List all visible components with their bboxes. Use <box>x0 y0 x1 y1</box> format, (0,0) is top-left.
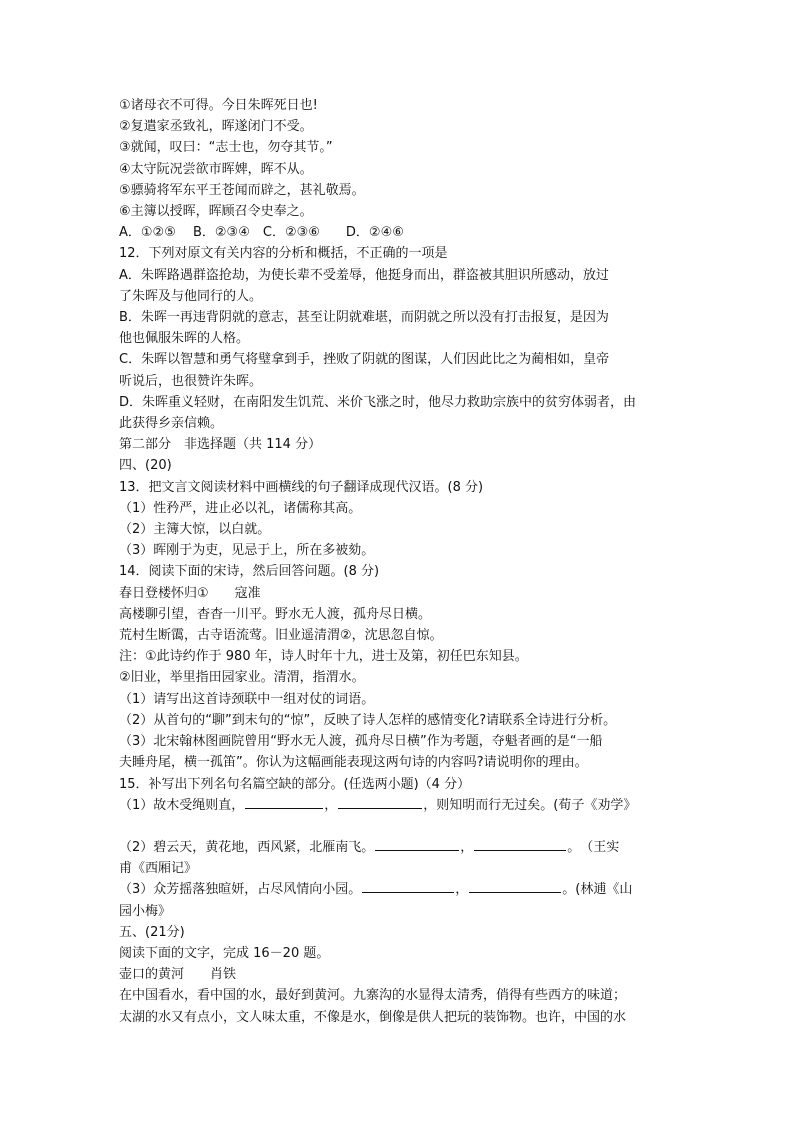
reading-instruction: 阅读下面的文字，完成 16－20 题。 <box>119 945 330 961</box>
poem-note-2: ②旧业，举里指田园家业。清渭，指渭水。 <box>119 670 365 686</box>
q11-choices: A．①②⑤ B．②③④ C．②③⑥ D．②④⑥ <box>119 225 404 241</box>
q12-option-a-1: A．朱晖路遇群盗抢劫，为使长辈不受羞辱，他挺身而出，群盗被其胆识所感动，放过 <box>119 267 609 283</box>
spacer <box>119 816 679 837</box>
answer-blank[interactable] <box>469 879 561 893</box>
q13-sub-3: （3）晖刚于为吏，见忌于上，所在多被劾。 <box>119 543 375 559</box>
q13-sub-1: （1）性矜严，进止必以礼，诸儒称其高。 <box>119 500 362 516</box>
option-3: ③就闻，叹曰：“志士也，勿夺其节。” <box>119 140 333 156</box>
answer-blank[interactable] <box>375 837 459 851</box>
option-2: ②复遣家丞致礼，晖遂闭门不受。 <box>119 119 313 135</box>
reading-title: 壶口的黄河 肖铁 <box>119 967 237 983</box>
option-6: ⑥主簿以授晖，晖顾召令史奉之。 <box>119 204 313 220</box>
answer-blank[interactable] <box>474 837 566 851</box>
answer-blank[interactable] <box>245 795 323 809</box>
reading-line-2: 太湖的水又有点小，文人味太重，不像是水，倒像是供人把玩的装饰物。也许，中国的水 <box>119 1009 627 1025</box>
q12-option-a-2: 了朱晖及与他同行的人。 <box>119 288 263 304</box>
poem-line-1: 高楼聊引望，杳杳一川平。野水无人渡，孤舟尽日横。 <box>119 606 432 622</box>
exam-page <box>119 95 679 1028</box>
option-4: ④太守阮况尝欲市晖婢，晖不从。 <box>119 161 313 177</box>
option-1: ①诸母衣不可得。今日朱晖死日也! <box>119 98 318 113</box>
q12-option-c-2: 听说后，也很赞许朱晖。 <box>119 373 263 389</box>
q14-sub-1: （1）请写出这首诗颈联中一组对仗的词语。 <box>119 691 375 707</box>
poem-line-2: 荒村生断霭，古寺语流莺。旧业遥清渭②，沈思忽自惊。 <box>119 628 443 644</box>
q15-stem: 15．补写出下列名句名篇空缺的部分。(任选两小题)（4 分） <box>119 776 471 792</box>
poem-note-1: 注：①此诗约作于 980 年，诗人时年十九，进士及第，初任巴东知县。 <box>119 649 528 665</box>
q15-sub-1: （1）故木受绳则直， ， ，则知明而行无过矣。(荀子《劝学》 <box>119 795 679 816</box>
q14-stem: 14．阅读下面的宋诗，然后回答问题。(8 分) <box>119 564 380 580</box>
q12-option-d-2: 此获得乡亲信赖。 <box>119 416 224 432</box>
q13-stem: 13．把文言文阅读材料中画横线的句子翻译成现代汉语。(8 分) <box>119 479 484 495</box>
q12-stem: 12．下列对原文有关内容的分析和概括，不正确的一项是 <box>119 246 448 262</box>
q12-option-b-1: B．朱晖一再违背阴就的意志，甚至让阴就难堪，而阴就之所以没有打击报复，是因为 <box>119 310 609 326</box>
q15-sub-2: （2）碧云天，黄花地，西风紧，北雁南飞。 ， 。 （王实 <box>119 837 679 858</box>
q12-option-c-1: C．朱晖以智慧和勇气将璧拿到手，挫败了阴就的图谋，人们因此比之为蔺相如，皇帝 <box>119 352 610 368</box>
q15-sub-2-source: 甫《西厢记》 <box>119 861 198 877</box>
section-four-heading: 四、(20) <box>119 458 172 474</box>
q12-option-d-1: D．朱晖重义轻财，在南阳发生饥荒、米价飞涨之时，他尽力救助宗族中的贫穷体弱者，由 <box>119 394 637 410</box>
q14-sub-2: （2）从首句的“聊”到末句的“惊”，反映了诗人怎样的感情变化?请联系全诗进行分析。 <box>119 712 617 728</box>
answer-blank[interactable] <box>362 879 454 893</box>
part-two-heading: 第二部分 非选择题（共 114 分） <box>119 437 322 453</box>
option-5: ⑤骠骑将军东平王苍闻而辟之，甚礼敬焉。 <box>119 182 365 198</box>
q14-sub-3a: （3）北宋翰林图画院曾用“野水无人渡，孤舟尽日横”作为考题，夺魁者画的是“一船 <box>119 734 603 750</box>
q13-sub-2: （2）主簿大惊，以白就。 <box>119 522 271 538</box>
q15-sub-3-source: 园小梅》 <box>119 903 172 919</box>
q14-sub-3b: 夫睡舟尾，横一孤笛”。你认为这幅画能表现这两句诗的内容吗?请说明你的理由。 <box>119 755 588 771</box>
q12-option-b-2: 他也佩服朱晖的人格。 <box>119 331 250 347</box>
answer-blank[interactable] <box>338 795 422 809</box>
poem-title: 春日登楼怀归① 寇准 <box>119 585 261 601</box>
reading-line-1: 在中国看水，看中国的水，最好到黄河。九寨沟的水显得太清秀，俏得有些西方的味道； <box>119 988 627 1004</box>
q15-sub-3: （3）众芳摇落独暄妍，占尽风情向小园。 ， 。(林逋《山 <box>119 879 679 900</box>
section-five-heading: 五、(21分) <box>119 924 185 940</box>
